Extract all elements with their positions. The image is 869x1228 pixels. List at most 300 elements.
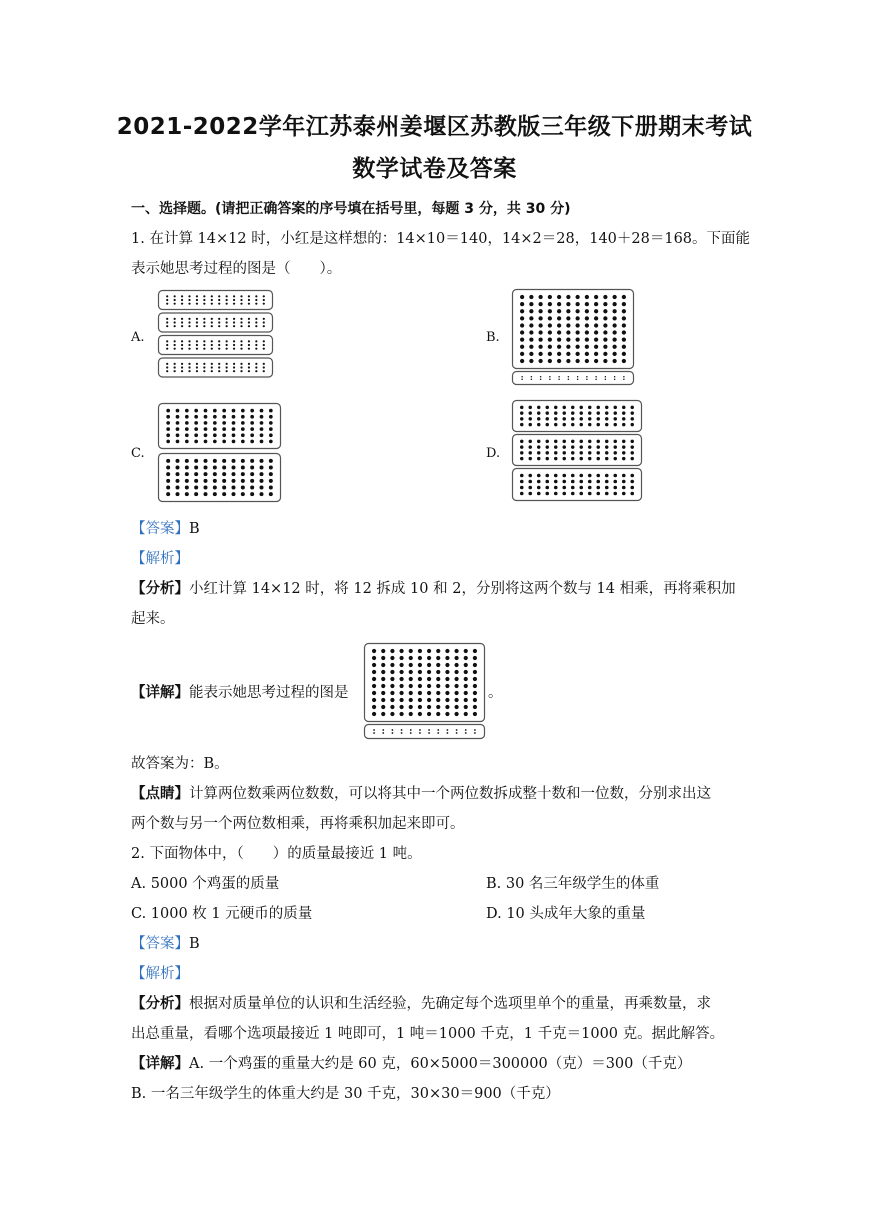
dot [418,705,422,709]
dot [240,363,242,365]
dot [181,363,183,365]
dot [562,486,566,490]
q2-fenxi-line1: 根据对质量单位的认识和生活经验，先确定每个选项里单个的重量，再乘数量，求 [189,996,711,1012]
dot [213,492,217,496]
dot [260,459,264,463]
dot [579,474,583,478]
dot [222,472,226,476]
dot [241,459,245,463]
dot [211,295,213,297]
dot [203,318,205,320]
dot [465,729,467,731]
dot [436,677,440,681]
dot [232,409,236,413]
dot [597,445,600,448]
dot [575,309,579,313]
dot [540,376,542,378]
dot [410,729,412,731]
dot [436,663,440,667]
dot [557,302,561,306]
dot [528,492,532,496]
dot [174,321,176,323]
dot [597,417,600,420]
dot [240,370,242,372]
q2-answer-tag: 【答案】 [131,936,189,952]
dot [188,348,190,350]
dot [454,698,458,702]
document-title-line1: 2021-2022学年江苏泰州姜堰区苏教版三年级下册期末考试 [116,114,753,140]
dot [232,459,236,463]
dot [428,729,430,731]
dot [213,433,217,437]
dot [537,445,540,448]
dot [557,338,561,342]
q1-dianjing [131,782,711,803]
dot [464,663,468,667]
dot [263,318,265,320]
dot [612,309,616,313]
dot [520,295,524,299]
dot [580,440,583,443]
q2-fenxi-tag: 【分析】 [131,995,189,1012]
dot [612,302,616,306]
dot [269,427,273,431]
dot [185,466,189,470]
dot [603,316,607,320]
dot [399,691,403,695]
dot [382,729,384,731]
dot [174,295,176,297]
dot [390,684,394,688]
dot-group-box [513,435,642,466]
dot [566,295,570,299]
dot [614,451,617,454]
dot [630,486,634,490]
dot [222,421,226,425]
dot [185,440,189,444]
dot [213,415,217,419]
dot [613,474,617,478]
dot [445,698,449,702]
dot [372,677,376,681]
dot [546,406,549,409]
dot [390,677,394,681]
dot [464,698,468,702]
dot [537,440,540,443]
dot [211,340,213,342]
dot [233,299,235,301]
dot [248,318,250,320]
dot [174,348,176,350]
dot [546,451,549,454]
dot [233,363,235,365]
dot [188,303,190,305]
dot [445,684,449,688]
dot [614,376,616,378]
dot [588,411,591,414]
dot [528,480,532,484]
dot [241,440,245,444]
dot [529,330,533,334]
dot [612,352,616,356]
dot [399,649,403,653]
document-title-line2: 数学试卷及答案 [352,156,517,182]
dot [233,340,235,342]
dot [554,474,558,478]
dot [250,427,254,431]
dot [373,732,375,734]
dot [563,451,566,454]
dot [226,318,228,320]
dot [554,486,558,490]
dot [445,705,449,709]
dot [260,421,264,425]
dot [269,459,273,463]
dot [566,359,570,363]
dot [464,670,468,674]
dot [260,415,264,419]
dot [204,459,208,463]
dot [520,345,524,349]
dot [454,684,458,688]
dot [241,466,245,470]
dot [454,663,458,667]
dot [575,338,579,342]
dot [529,417,532,420]
dot [545,492,549,496]
dot [232,466,236,470]
dot [222,433,226,437]
dot [464,649,468,653]
dot [176,479,180,483]
dot [181,295,183,297]
dot [176,486,180,490]
dot [255,348,257,350]
dot [529,359,533,363]
dot [454,712,458,716]
dot [588,480,592,484]
dot [529,440,532,443]
dot [419,732,421,734]
dot [594,309,598,313]
dot [529,457,532,460]
dot [605,417,608,420]
dot [612,323,616,327]
dot [255,340,257,342]
dot [196,344,198,346]
dot [176,492,180,496]
dot [465,732,467,734]
dot [166,303,168,305]
dot [203,370,205,372]
dot [263,303,265,305]
dot [562,480,566,484]
dot [176,472,180,476]
dot [630,492,634,496]
dot [181,303,183,305]
dot [401,729,403,731]
dot [612,316,616,320]
dot [204,472,208,476]
q2-option-d: D. 10 头成年大象的重量 [486,906,646,922]
dot [188,366,190,368]
dot [605,411,608,414]
dot [580,445,583,448]
dot [218,370,220,372]
dot [269,486,273,490]
dot [585,302,589,306]
dot [537,417,540,420]
dot [174,325,176,327]
dot [545,486,549,490]
dot [554,451,557,454]
dot [166,472,170,476]
dot [548,295,552,299]
dot [580,406,583,409]
dot [529,445,532,448]
dot [622,474,626,478]
dot [571,451,574,454]
dot [520,309,524,313]
dot [409,698,413,702]
dot [549,376,551,378]
dot [588,440,591,443]
dot [594,323,598,327]
dot [399,670,403,674]
dot [381,691,385,695]
q2-option-c: C. 1000 枚 1 元硬币的质量 [131,906,313,922]
dot [630,474,634,478]
q1-dianjing-line2: 两个数与另一个两位数相乘，再将乘积加起来即可。 [131,816,465,832]
dot [454,705,458,709]
dot [222,479,226,483]
dot [473,663,477,667]
dot [605,480,609,484]
dot [557,309,561,313]
dot [614,406,617,409]
dot-group-box [365,644,485,722]
dot [577,379,579,381]
dot [240,348,242,350]
dot [181,340,183,342]
dot [566,330,570,334]
dot [622,445,625,448]
dot [203,303,205,305]
dot [580,411,583,414]
dot [226,303,228,305]
dot [213,479,217,483]
dot [399,705,403,709]
q1-answer-value: B [189,521,200,537]
dot [372,670,376,674]
dot [575,352,579,356]
dot [529,302,533,306]
dot [521,379,523,381]
dot [381,670,385,674]
dot [255,318,257,320]
dot [563,440,566,443]
dot [196,366,198,368]
dot [575,323,579,327]
dot [250,415,254,419]
dot [218,325,220,327]
dot [520,486,524,490]
dot [585,330,589,334]
dot [571,492,575,496]
dot [409,712,413,716]
dot [529,352,533,356]
dot [226,295,228,297]
q2-xiangjie-line1: A. 一个鸡蛋的重量大约是 60 克，60×5000＝300000（克）＝300（千克） [189,1056,692,1072]
dot [203,348,205,350]
dot [390,705,394,709]
dot [418,712,422,716]
q1-fenxi [131,577,736,598]
dot [538,359,542,363]
dot [372,684,376,688]
dot [436,649,440,653]
dot [585,323,589,327]
dot [427,698,431,702]
dot [181,348,183,350]
dot [594,302,598,306]
dot [166,340,168,342]
dot [562,492,566,496]
dot [204,421,208,425]
dot [196,348,198,350]
dot [409,691,413,695]
dot [204,486,208,490]
dot [381,656,385,660]
dot [554,492,558,496]
dot [474,729,476,731]
dot [588,457,591,460]
dot [594,330,598,334]
dot [614,440,617,443]
dot [580,417,583,420]
dot [454,691,458,695]
dot [390,698,394,702]
dot [260,427,264,431]
dot [612,345,616,349]
dot [248,299,250,301]
dot [248,366,250,368]
dot [566,316,570,320]
dot [571,417,574,420]
dot [241,427,245,431]
dot [614,457,617,460]
dot [546,423,549,426]
dot [250,472,254,476]
dot [218,321,220,323]
dot [473,712,477,716]
q2-fenxi-line2: 出总重量，看哪个选项最接近 1 吨即可，1 吨＝1000 千克，1 千克＝1000 克。据此解答。 [131,1026,725,1042]
dot [241,409,245,413]
dot [473,656,477,660]
dot [436,705,440,709]
dot [166,466,170,470]
dot [568,379,570,381]
dot [176,415,180,419]
dot [418,656,422,660]
dot [372,712,376,716]
q1-xiangjie [131,681,349,702]
dot [399,656,403,660]
dot [263,344,265,346]
dot [176,421,180,425]
dot [558,376,560,378]
dot [263,363,265,365]
dot [473,670,477,674]
dot [473,698,477,702]
dot [586,376,588,378]
dot [263,348,265,350]
dot [548,352,552,356]
dot [529,345,533,349]
dot [233,325,235,327]
dot [213,409,217,413]
dot [445,656,449,660]
dot [196,299,198,301]
dot [381,684,385,688]
dot [250,433,254,437]
dot [203,325,205,327]
dot [174,370,176,372]
q2-xiangjie-tag: 【详解】 [131,1055,189,1072]
dot [554,406,557,409]
dot [418,670,422,674]
dot [464,712,468,716]
dot [566,302,570,306]
dot [269,466,273,470]
dot [174,318,176,320]
dot [575,302,579,306]
dot [538,302,542,306]
dot [554,480,558,484]
dot [554,417,557,420]
dot [548,345,552,349]
dot [594,359,598,363]
dot [213,486,217,490]
dot [248,344,250,346]
dot [185,479,189,483]
dot [546,411,549,414]
dot [166,348,168,350]
dot [594,338,598,342]
dot [226,321,228,323]
dot [263,295,265,297]
dot [520,440,523,443]
dot [520,417,523,420]
dot [595,376,597,378]
dot [614,423,617,426]
dot [548,330,552,334]
dot [390,649,394,653]
q1-fenxi-line1: 小红计算 14×12 时，将 12 拆成 10 和 2，分别将这两个数与 14 相乘，再将乘积加 [189,581,736,597]
dot [546,417,549,420]
dot [250,479,254,483]
dot [566,352,570,356]
dot [196,325,198,327]
dot [248,370,250,372]
dot [454,649,458,653]
dot [537,486,541,490]
dot [447,732,449,734]
dot [255,325,257,327]
dot [176,433,180,437]
dot [166,433,170,437]
dot [188,340,190,342]
